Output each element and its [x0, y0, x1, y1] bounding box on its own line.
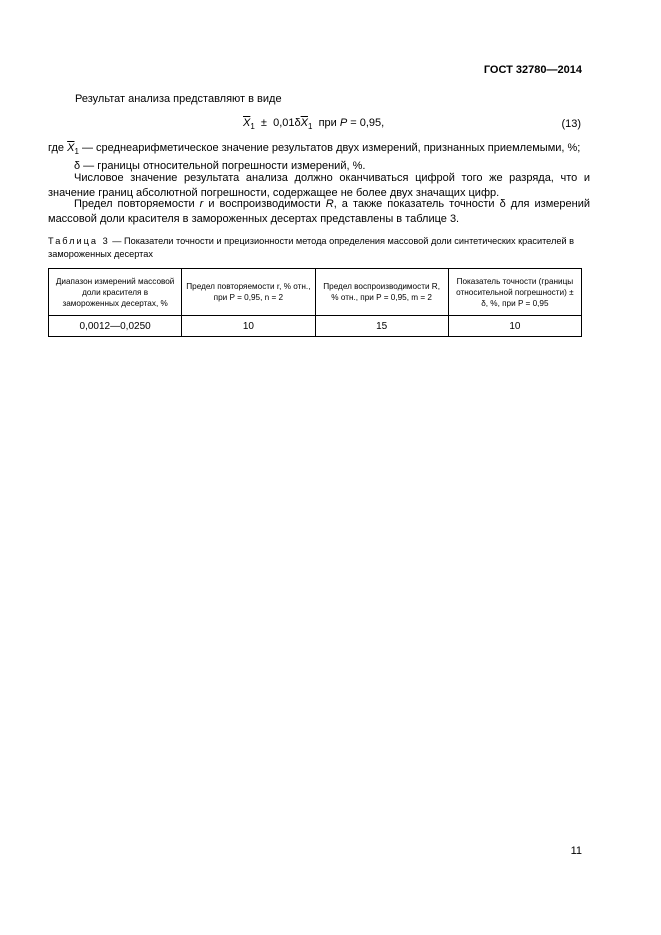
where-block [48, 141, 588, 174]
table-cell: 15 [315, 316, 448, 337]
where-line-1 [48, 141, 588, 159]
formula-sub: 1 [250, 122, 255, 131]
where-lead: где [48, 142, 65, 154]
para3-r: r [199, 198, 204, 210]
equation-number: (13) [561, 118, 581, 130]
formula-symbol-2: $\overline{X}$ [300, 117, 308, 129]
formula-pm: ± [260, 117, 267, 129]
para3-b: и воспроизводимости [203, 198, 326, 210]
where-def-2: δ — границы относительной погрешности измерений, %. [74, 160, 366, 172]
table-cell: 10 [448, 316, 581, 337]
table-header-cell: Диапазон измерений массовой доли красителя в замороженных десертах, % [49, 269, 182, 316]
precision-table [48, 268, 582, 337]
where-symbol: $\overline{X}$ [67, 142, 75, 154]
where-def-1: — среднеарифметическое значение результатов двух измерений, признанных приемлемыми, %; [78, 142, 581, 154]
table-header-cell: Предел повторяемости r, % отн., при P = 0,95, n = 2 [182, 269, 315, 316]
formula-coef: 0,01δ [273, 117, 301, 129]
table-header-cell: Показатель точности (границы относительной погрешности) ± δ, %, при P = 0,95 [448, 269, 581, 316]
table-header-cell: Предел воспроизводимости R, % отн., при P = 0,95, m = 2 [315, 269, 448, 316]
table-caption [48, 235, 588, 261]
formula-cond-var: P [339, 117, 348, 129]
intro-text: Результат анализа представляют в виде [75, 93, 282, 105]
formula-sub-2: 1 [307, 122, 313, 131]
table-cell: 10 [182, 316, 315, 337]
formula-cond-val: = 0,95, [350, 117, 385, 129]
where-sub: 1 [74, 147, 79, 156]
para3-a: Предел повторяемости [74, 198, 200, 210]
formula-symbol: $\overline{X}$ [243, 117, 251, 129]
para3-c: , а также показатель точности δ для измерений массовой доли красителя в замороженных десертах представлены в таблице 3. [48, 198, 590, 225]
standard-number: ГОСТ 32780—2014 [483, 64, 582, 76]
formula [243, 117, 384, 131]
para3-R: R [325, 198, 334, 210]
page-number: 11 [570, 845, 582, 857]
table-row [49, 316, 582, 337]
paragraph-limits [48, 197, 590, 227]
formula-cond-word: при [318, 117, 337, 129]
table-cell: 0,0012—0,0250 [49, 316, 182, 337]
paragraph-rounding: Числовое значение результата анализа должно оканчиваться цифрой того же разряда, что и значение границ абсолютной погрешности, содержащее не более двух значащих цифр. [48, 172, 590, 199]
table-caption-text: — Показатели точности и прецизионности метода определения массовой доли синтетических красителей в замороженных десертах [48, 236, 575, 259]
table-header-row [49, 269, 582, 316]
table-caption-label: Таблица 3 [48, 236, 110, 246]
